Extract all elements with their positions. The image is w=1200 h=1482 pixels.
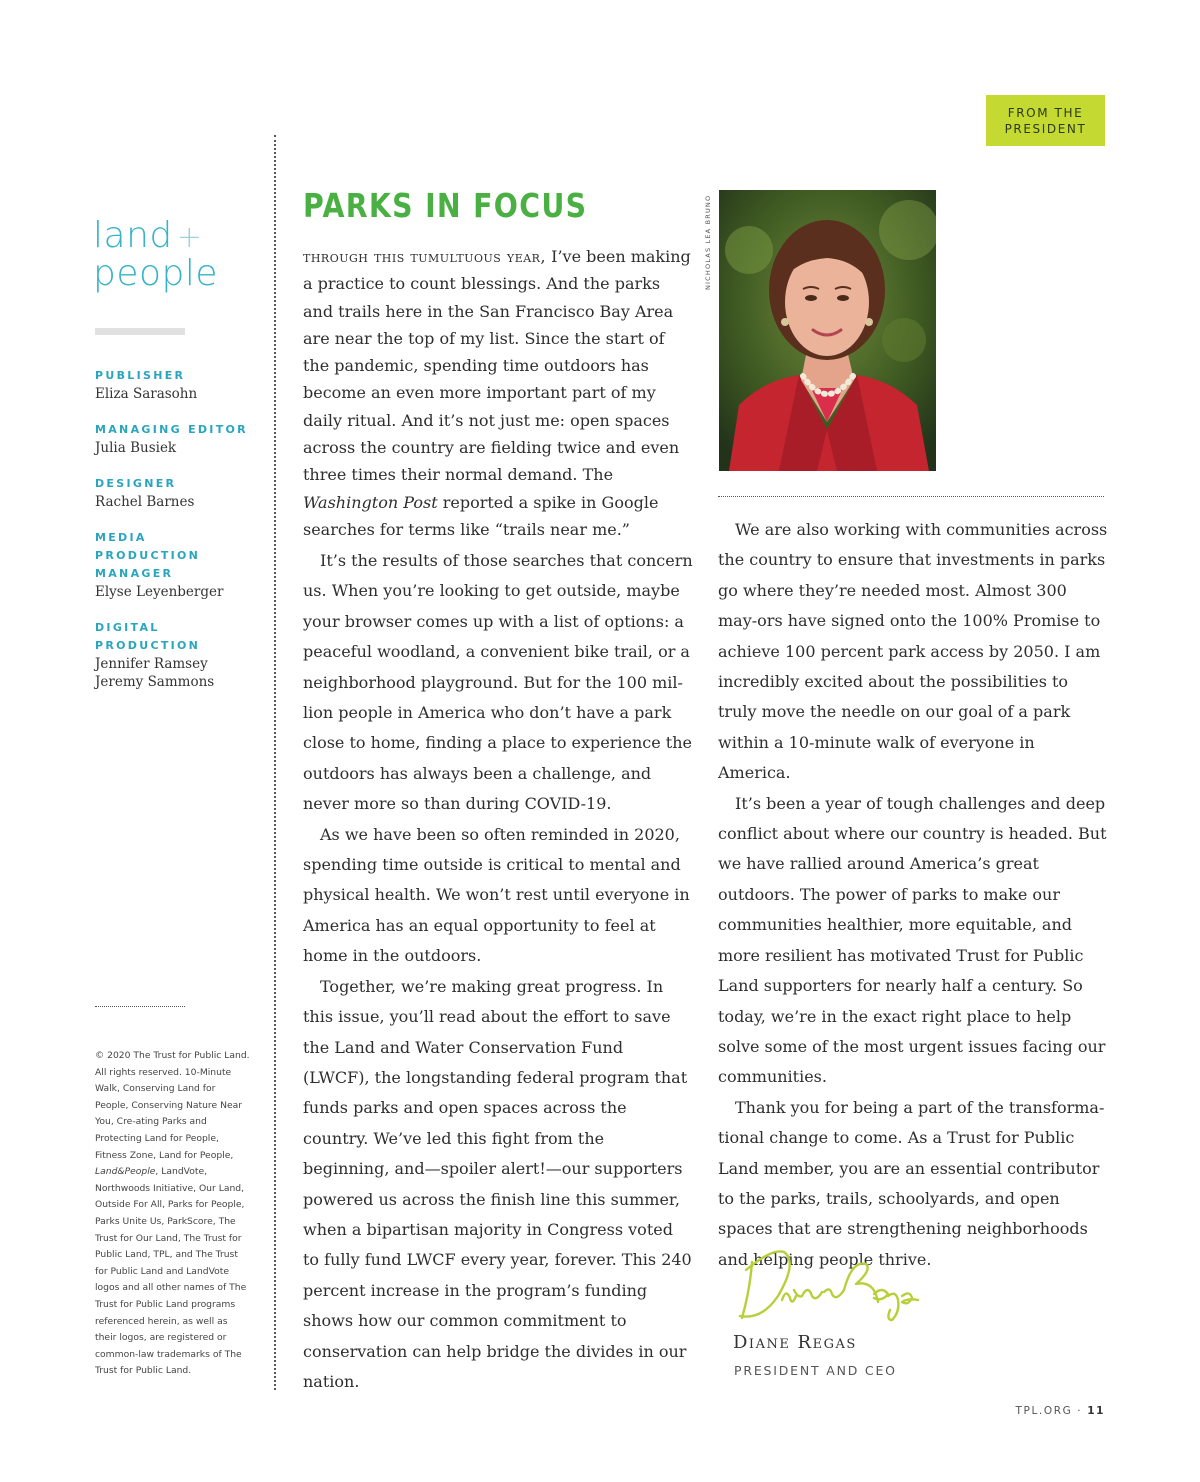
credit-designer xyxy=(95,475,265,511)
magazine-logo xyxy=(93,215,263,294)
page-number: 11 xyxy=(1087,1405,1105,1417)
credit-media-production-manager xyxy=(95,529,265,601)
credit-digital-production xyxy=(95,619,265,691)
signature-image xyxy=(732,1240,927,1325)
section-tag-line-2: PRESIDENT xyxy=(1004,121,1087,136)
logo-word-people: people xyxy=(93,253,219,294)
article-headline: PARKS IN FOCUS xyxy=(303,186,588,225)
credit-name: Elyse Leyenberger xyxy=(95,584,224,600)
masthead-credits xyxy=(95,367,265,709)
signer-title: PRESIDENT AND CEO xyxy=(734,1363,897,1378)
article-column-2 xyxy=(718,515,1110,1275)
legal-notice: © 2020 The Trust for Public Land. All rights reserved. 10-Minute Walk, Conserving Land for People, Conserving Nature Near You, Cre-ating Parks and Protecting Land for People, Fitness Zone, Land for People, Land&People, LandVote, Northwoods Initiative, Our Land, Outside For All, Parks for People, Parks Unite Us, ParkScore, The Trust for Our Land, The Trust for Public Land, TPL, and The Trust for Public Land and LandVote logos and all other names of The Trust for Public Land programs referenced herein, as well as their logos, are registered or common-law trademarks of The Trust for Public Land. xyxy=(95,1050,250,1377)
photo-credit: NICHOLAS LEA BRUNO xyxy=(704,194,712,290)
credit-name: Jeremy Sammons xyxy=(95,674,215,690)
article-column-1 xyxy=(303,546,693,1397)
column-divider xyxy=(274,135,276,1390)
credit-name: Eliza Sarasohn xyxy=(95,386,198,402)
page-folio: TPL.ORG · 11 xyxy=(1015,1405,1105,1417)
article-paragraph: As we have been so often reminded in 2020, spending time outside is critical to mental and physical health. We won’t rest until everyone in America has an equal opportunity to feel at home in the outdoors. xyxy=(303,824,690,966)
section-tag-line-1: FROM THE xyxy=(1007,105,1084,120)
article-lead-paragraph: through this tumultuous year, I’ve been making a practice to count blessings. And the parks and trails here in the San Francisco Bay Area are near the top of my list. Since the start of the pandemic, spending time outdoors has become an even more important part of my daily ritual. And it’s not just me: open spaces across the country are fielding twice and even three times their normal demand. The Washington Post reported a spike in Google searches for terms like “trails near me.” xyxy=(303,247,691,539)
article-paragraph: We are also working with communities across the country to ensure that investments in parks go where they’re needed most. Almost 300 may-ors have signed onto the 100% Promise to achieve 100 percent park access by 2050. I am incredibly excited about the possibilities to truly move the needle on our goal of a park within a 10-minute walk of everyone in America. xyxy=(718,520,1108,783)
credit-publisher xyxy=(95,367,265,403)
credit-name: Julia Busiek xyxy=(95,440,177,456)
credit-name: Jennifer Ramsey xyxy=(95,656,208,672)
credit-label: PUBLISHER xyxy=(95,369,186,382)
logo-plus: + xyxy=(176,220,203,255)
credit-name: Rachel Barnes xyxy=(95,494,195,510)
credit-label: MEDIA PRODUCTION MANAGER xyxy=(95,531,201,580)
logo-word-land: land xyxy=(93,215,173,256)
article-paragraph: It’s been a year of tough challenges and deep conflict about where our country is headed. But we have rallied around America’s great outdoors. The power of parks to make our communities healthier, more equitable, and more resilient has motivated Trust for Public Land supporters for nearly half a century. So today, we’re in the exact right place to help solve some of the most urgent issues facing our communities. xyxy=(718,793,1107,1087)
credit-label: MANAGING EDITOR xyxy=(95,423,248,436)
credit-managing-editor xyxy=(95,421,265,457)
article-paragraph: Thank you for being a part of the transforma-tional change to come. As a Trust for Public Land member, you are an essential contributor to the parks, trails, schoolyards, and open spaces that are strengthening neighborhoods and helping people thrive. xyxy=(718,1097,1105,1269)
publication-name: Washington Post xyxy=(303,492,438,512)
logo-divider xyxy=(95,328,185,335)
folio-site: TPL.ORG xyxy=(1015,1405,1073,1417)
credit-label: DESIGNER xyxy=(95,477,177,490)
credit-label: DIGITAL PRODUCTION xyxy=(95,621,201,652)
portrait-illustration xyxy=(719,190,936,471)
handwritten-signature xyxy=(732,1240,927,1325)
article-paragraph: It’s the results of those searches that concern us. When you’re looking to get outside, maybe your browser comes up with a list of options: a peaceful woodland, a convenient bike trail, or a neighborhood playground. But for the 100 mil-lion people in America who don’t have a park close to home, finding a place to experience the outdoors has always been a challenge, and never more so than during COVID-19. xyxy=(303,551,693,814)
section-tag xyxy=(986,95,1105,146)
photo-divider xyxy=(718,496,1104,497)
president-portrait xyxy=(719,190,936,471)
article-paragraph: Together, we’re making great progress. In this issue, you’ll read about the effort to save the Land and Water Conservation Fund (LWCF), the longstanding federal program that funds parks and open spaces across the country. We’ve led this fight from the beginning, and—spoiler alert!—our supporters powered us across the finish line this summer, when a bipartisan majority in Congress voted to fully fund LWCF every year, forever. This 240 percent increase in the program’s funding shows how our common commitment to conservation can help bridge the divides in our nation. xyxy=(303,976,692,1391)
sidebar-divider xyxy=(95,1006,185,1007)
signer-name: Diane Regas xyxy=(733,1332,857,1353)
lead-in: through this tumultuous year, xyxy=(303,247,547,266)
